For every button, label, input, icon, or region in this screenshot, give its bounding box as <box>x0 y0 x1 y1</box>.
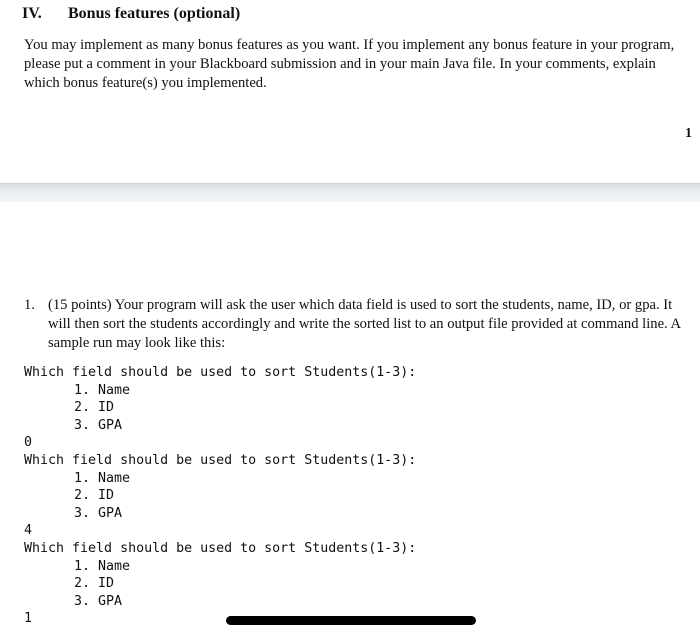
prompt-line: Which field should be used to sort Students(1-3): <box>24 540 417 556</box>
option-line: 2. ID <box>74 576 115 592</box>
question-text: (15 points) Your program will ask the user which data field is used to sort the students, name, ID, or gpa. It will then sort the students accordingly and write the sorted list to an output file provided at command line. A sample run may look like this: <box>48 297 681 351</box>
sample-run-block <box>24 364 416 452</box>
page-upper <box>0 0 700 183</box>
option-line: 1. Name <box>74 558 131 574</box>
user-input-line: 1 <box>24 611 33 627</box>
option-line: 3. GPA <box>74 505 123 521</box>
sample-run-block <box>24 540 416 628</box>
prompt-line: Which field should be used to sort Students(1-3): <box>24 452 417 468</box>
question-item <box>24 296 694 353</box>
question-number: 1. <box>24 297 35 313</box>
page-divider <box>0 183 700 202</box>
option-line: 2. ID <box>74 488 115 504</box>
sample-run <box>24 364 416 628</box>
sample-run-block <box>24 452 416 540</box>
option-line: 3. GPA <box>74 593 123 609</box>
prompt-line: Which field should be used to sort Students(1-3): <box>24 365 417 380</box>
option-line: 2. ID <box>74 400 115 416</box>
user-input-line: 0 <box>24 435 33 451</box>
option-line: 1. Name <box>74 382 131 398</box>
home-indicator[interactable] <box>226 616 476 625</box>
page-number: 1 <box>685 126 692 141</box>
option-line: 1. Name <box>74 470 131 486</box>
user-input-line: 4 <box>24 523 33 539</box>
section-intro: You may implement as many bonus features as you want. If you implement any bonus feature in your program, please put a comment in your Blackboard submission and in your main Java file. In your comments, explain which bonus feature(s) you implemented. <box>24 37 675 91</box>
section-heading <box>22 5 240 23</box>
section-title: Bonus features (optional) <box>68 5 241 22</box>
option-line: 3. GPA <box>74 417 123 433</box>
section-number: IV. <box>22 5 42 22</box>
